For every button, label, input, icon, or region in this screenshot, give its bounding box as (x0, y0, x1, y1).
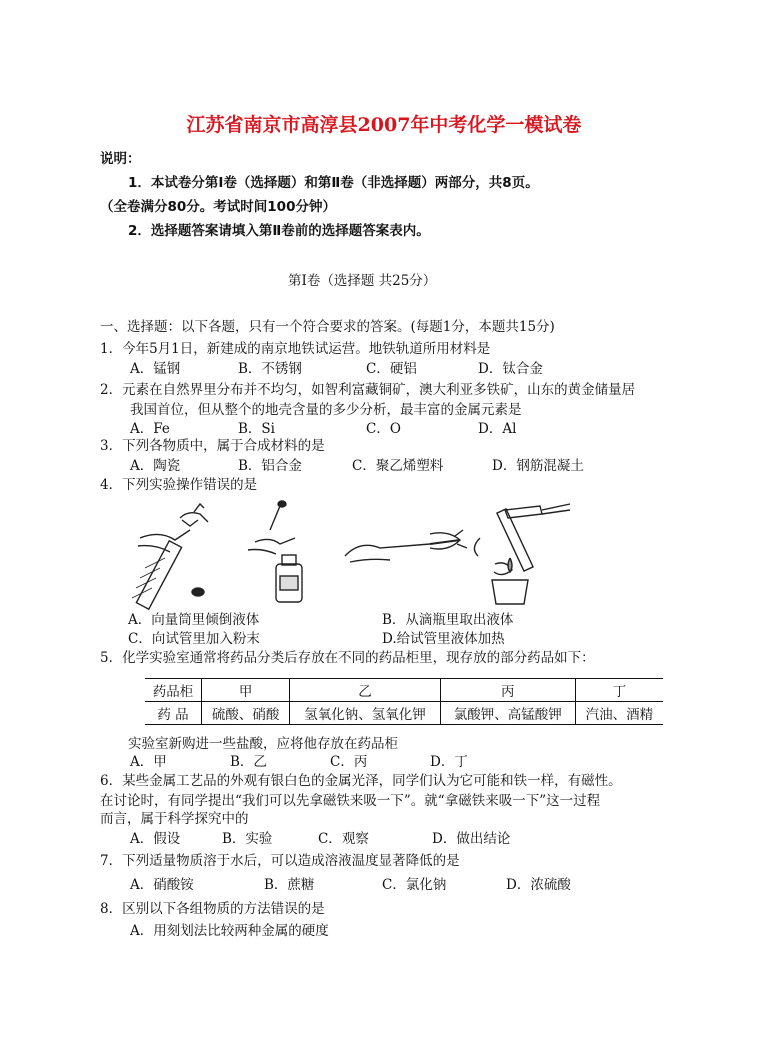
question-5-option-c: C．丙 (330, 754, 368, 770)
table-cell: 氯酸钾、高锰酸钾 (440, 702, 575, 725)
table-row (145, 702, 663, 725)
table-header-cell: 药品柜 (145, 679, 202, 702)
question-3-stem: 3．下列各物质中，属于合成材料的是 (100, 438, 325, 454)
section-title: 第Ⅰ卷（选择题 共25分） (288, 273, 437, 289)
adding-powder-to-test-tube-image (345, 530, 467, 562)
question-7-option-c: C．氯化钠 (382, 877, 447, 893)
table-header-cell: 丁 (575, 679, 663, 702)
part-intro: 一、选择题：以下各题，只有一个符合要求的答案。(每题1分，本题共15分) (100, 319, 555, 335)
question-7-option-a: A．硝酸铵 (130, 877, 194, 893)
question-3-option-c: C．聚乙烯塑料 (352, 458, 444, 474)
question-4-option-d: D.给试管里液体加热 (382, 631, 505, 647)
note-1-score: （全卷满分80分。考试时间100分钟） (100, 199, 336, 215)
lab-operations-figure (130, 500, 600, 610)
table-cell: 药 品 (145, 702, 202, 725)
question-7-option-d: D．浓硫酸 (506, 877, 571, 893)
question-2-stem-2: 我国首位，但从整个的地壳含量的多少分析，最丰富的金属元素是 (130, 402, 522, 418)
table-header-cell: 甲 (202, 679, 290, 702)
question-1-option-d: D．钛合金 (478, 361, 543, 377)
question-5-option-b: B．乙 (230, 754, 267, 770)
question-1-option-c: C．硬铝 (366, 361, 417, 377)
question-5-stem: 5．化学实验室通常将药品分类后存放在不同的药品柜里，现存放的部分药品如下： (100, 650, 595, 666)
question-2-option-c: C．O (366, 421, 401, 437)
question-2-stem: 2．元素在自然界里分布并不均匀，如智利富藏铜矿，澳大利亚多铁矿，山东的黄金储量居 (100, 382, 636, 398)
question-1-option-a: A．锰钢 (130, 361, 181, 377)
question-3-option-d: D．钢筋混凝土 (492, 458, 584, 474)
pouring-into-graduated-cylinder-image (132, 504, 208, 609)
question-5-stem-2: 实验室新购进一些盐酸，应将他存放在药品柜 (128, 736, 398, 752)
question-1-option-b: B．不锈钢 (238, 361, 302, 377)
question-6-option-b: B．实验 (222, 831, 273, 847)
table-cell: 氢氧化钠、氢氧化钾 (290, 702, 441, 725)
question-7-option-b: B．蔗糖 (264, 877, 315, 893)
question-4-option-b: B．从滴瓶里取出液体 (382, 612, 514, 628)
dropper-bottle-image (248, 501, 302, 602)
question-6-option-d: D．做出结论 (432, 831, 511, 847)
note-2: 2．选择题答案请填入第Ⅱ卷前的选择题答案表内。 (128, 223, 430, 239)
table-header-cell: 乙 (290, 679, 441, 702)
table-row (145, 679, 663, 702)
question-6-option-a: A．假设 (130, 831, 181, 847)
question-7-stem: 7．下列适量物质溶于水后，可以造成溶液温度显著降低的是 (100, 853, 460, 869)
question-4-option-c: C．向试管里加入粉末 (128, 631, 260, 647)
question-8-stem: 8．区别以下各组物质的方法错误的是 (100, 901, 325, 917)
question-8-option-a: A．用刻划法比较两种金属的硬度 (130, 923, 329, 939)
question-2-option-a: A．Fe (130, 421, 170, 437)
question-6-stem: 6．某些金属工艺品的外观有银白色的金属光泽，同学们认为它可能和铁一样，有磁性。 (100, 773, 622, 789)
question-3-option-b: B．铝合金 (238, 458, 302, 474)
question-6-stem-3: 而言，属于科学探究中的 (100, 811, 249, 827)
question-4-stem: 4．下列实验操作错误的是 (100, 477, 258, 493)
heating-liquid-in-test-tube-image (474, 504, 570, 604)
question-2-option-b: B．Si (238, 421, 275, 437)
question-1-stem: 1．今年5月1日，新建成的南京地铁试运营。地铁轨道所用材料是 (100, 341, 491, 357)
table-header-cell: 丙 (440, 679, 575, 702)
drug-cabinet-table (145, 678, 663, 725)
note-1: 1．本试卷分第Ⅰ卷（选择题）和第Ⅱ卷（非选择题）两部分，共8页。 (128, 175, 539, 191)
question-5-option-a: A．甲 (130, 754, 167, 770)
question-6-stem-2: 在讨论时，有同学提出“我们可以先拿磁铁来吸一下”。就“拿磁铁来吸一下”这一过程 (100, 793, 601, 809)
question-4-option-a: A．向量筒里倾倒液体 (128, 612, 260, 628)
question-5-option-d: D．丁 (430, 754, 468, 770)
table-cell: 硫酸、硝酸 (202, 702, 290, 725)
question-3-option-a: A．陶瓷 (130, 458, 181, 474)
table-cell: 汽油、酒精 (575, 702, 663, 725)
exam-title: 江苏省南京市高淳县2007年中考化学一模试卷 (186, 114, 582, 136)
question-2-option-d: D．Al (478, 421, 517, 437)
question-6-option-c: C．观察 (318, 831, 369, 847)
notes-label: 说明： (100, 151, 141, 167)
